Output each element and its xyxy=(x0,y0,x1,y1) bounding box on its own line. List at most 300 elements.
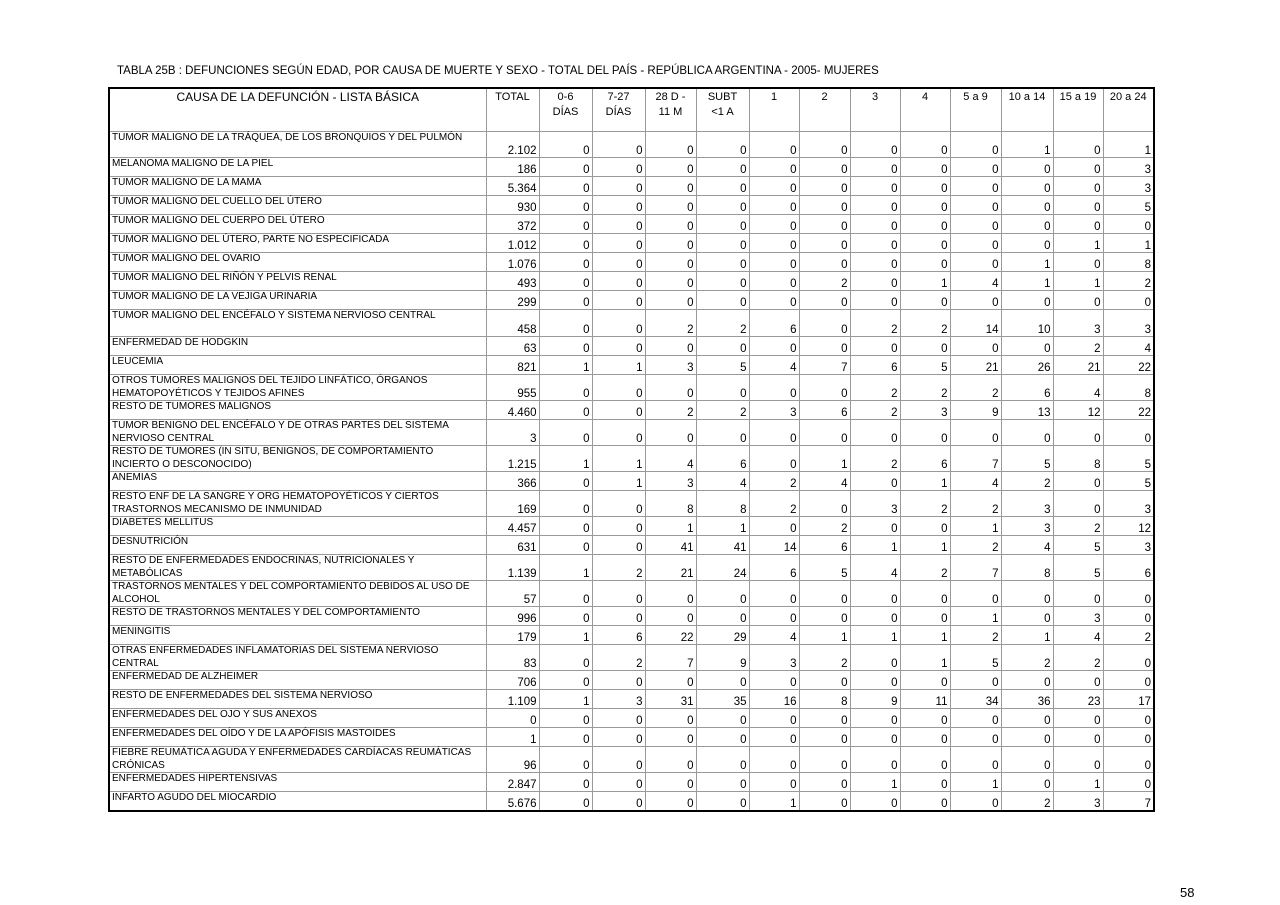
table-row xyxy=(109,234,1154,253)
value-cell: 0 xyxy=(799,310,850,337)
value-cell: 0 xyxy=(1001,158,1053,177)
value-cell: 2.847 xyxy=(486,773,539,792)
value-cell: 0 xyxy=(539,132,592,158)
value-cell: 8 xyxy=(696,491,749,517)
value-cell: 22 xyxy=(1103,356,1154,375)
value-cell: 0 xyxy=(592,215,645,234)
value-cell: 0 xyxy=(592,581,645,607)
cause-cell: TUMOR MALIGNO DE LA MAMA xyxy=(109,177,486,196)
table-row xyxy=(109,792,1154,811)
value-cell: 1 xyxy=(900,626,950,645)
cause-cell: MENINGITIS xyxy=(109,626,486,645)
cause-cell: DIABETES MELLITUS xyxy=(109,517,486,536)
value-cell: 0 xyxy=(539,747,592,773)
cause-cell: ENFERMEDAD DE ALZHEIMER xyxy=(109,671,486,690)
value-cell: 2 xyxy=(950,491,1001,517)
value-cell: 0 xyxy=(1053,581,1103,607)
value-cell: 1.076 xyxy=(486,253,539,272)
value-cell: 1 xyxy=(799,626,850,645)
value-cell: 5.364 xyxy=(486,177,539,196)
value-cell: 1 xyxy=(900,472,950,491)
table-title: TABLA 25B : DEFUNCIONES SEGÚN EDAD, POR CAUSA DE MUERTE Y SEXO - TOTAL DEL PAÍS - REPÚBLICA ARGENTINA - 2005- MUJERES xyxy=(117,65,879,77)
value-cell: 0 xyxy=(950,337,1001,356)
value-cell: 0 xyxy=(539,709,592,728)
value-cell: 1 xyxy=(749,792,799,811)
value-cell: 0 xyxy=(539,792,592,811)
value-cell: 0 xyxy=(592,671,645,690)
value-cell: 0 xyxy=(1001,747,1053,773)
table-row xyxy=(109,773,1154,792)
value-cell: 3 xyxy=(1001,491,1053,517)
value-cell: 0 xyxy=(900,196,950,215)
header-cell: SUBT <1 A xyxy=(696,88,749,132)
header-cell: 1 xyxy=(749,88,799,132)
value-cell: 2 xyxy=(799,272,850,291)
table-row xyxy=(109,671,1154,690)
value-cell: 3 xyxy=(850,491,900,517)
value-cell: 0 xyxy=(645,728,696,747)
header-cell: 20 a 24 xyxy=(1103,88,1154,132)
value-cell: 2 xyxy=(1053,337,1103,356)
value-cell: 0 xyxy=(799,375,850,401)
value-cell: 1 xyxy=(539,446,592,472)
value-cell: 0 xyxy=(749,747,799,773)
value-cell: 1 xyxy=(539,356,592,375)
value-cell: 0 xyxy=(645,158,696,177)
value-cell: 0 xyxy=(645,291,696,310)
cause-cell: ENFERMEDADES HIPERTENSIVAS xyxy=(109,773,486,792)
value-cell: 0 xyxy=(900,671,950,690)
table-row xyxy=(109,491,1154,517)
table-body xyxy=(109,132,1154,811)
value-cell: 6 xyxy=(799,536,850,555)
value-cell: 0 xyxy=(645,375,696,401)
value-cell: 2 xyxy=(1001,792,1053,811)
value-cell: 0 xyxy=(645,253,696,272)
value-cell: 0 xyxy=(799,581,850,607)
value-cell: 7 xyxy=(799,356,850,375)
value-cell: 3 xyxy=(900,401,950,420)
value-cell: 0 xyxy=(645,196,696,215)
cause-cell: OTROS TUMORES MALIGNOS DEL TEJIDO LINFÁTICO, ÓRGANOS HEMATOPOYÉTICOS Y TEJIDOS AFINES xyxy=(109,375,486,401)
value-cell: 0 xyxy=(645,234,696,253)
value-cell: 21 xyxy=(950,356,1001,375)
value-cell: 0 xyxy=(799,671,850,690)
value-cell: 14 xyxy=(950,310,1001,337)
value-cell: 0 xyxy=(539,536,592,555)
value-cell: 3 xyxy=(486,420,539,446)
table-row xyxy=(109,517,1154,536)
value-cell: 0 xyxy=(950,728,1001,747)
cause-cell: TUMOR MALIGNO DEL ENCÉFALO Y SISTEMA NERVIOSO CENTRAL xyxy=(109,310,486,337)
value-cell: 0 xyxy=(1001,177,1053,196)
value-cell: 366 xyxy=(486,472,539,491)
value-cell: 2 xyxy=(749,472,799,491)
value-cell: 0 xyxy=(749,446,799,472)
value-cell: 21 xyxy=(645,555,696,581)
value-cell: 0 xyxy=(645,337,696,356)
value-cell: 0 xyxy=(696,291,749,310)
value-cell: 0 xyxy=(696,253,749,272)
header-cell: 10 a 14 xyxy=(1001,88,1053,132)
value-cell: 0 xyxy=(950,177,1001,196)
table-row xyxy=(109,401,1154,420)
value-cell: 1 xyxy=(1001,626,1053,645)
value-cell: 0 xyxy=(592,536,645,555)
value-cell: 0 xyxy=(1103,645,1154,671)
value-cell: 1 xyxy=(950,607,1001,626)
value-cell: 2 xyxy=(592,645,645,671)
value-cell: 0 xyxy=(696,234,749,253)
value-cell: 0 xyxy=(900,420,950,446)
value-cell: 0 xyxy=(1053,728,1103,747)
value-cell: 0 xyxy=(900,253,950,272)
value-cell: 1.139 xyxy=(486,555,539,581)
value-cell: 0 xyxy=(539,291,592,310)
value-cell: 2 xyxy=(900,491,950,517)
value-cell: 996 xyxy=(486,607,539,626)
value-cell: 0 xyxy=(1001,607,1053,626)
value-cell: 0 xyxy=(850,645,900,671)
value-cell: 0 xyxy=(799,196,850,215)
value-cell: 0 xyxy=(799,158,850,177)
value-cell: 0 xyxy=(900,215,950,234)
value-cell: 0 xyxy=(592,607,645,626)
table-row xyxy=(109,215,1154,234)
value-cell: 0 xyxy=(1103,747,1154,773)
header-cell: 0-6 DÍAS xyxy=(539,88,592,132)
value-cell: 0 xyxy=(749,196,799,215)
value-cell: 0 xyxy=(900,607,950,626)
header-cell: 15 a 19 xyxy=(1053,88,1103,132)
value-cell: 1 xyxy=(1053,234,1103,253)
value-cell: 0 xyxy=(1053,709,1103,728)
value-cell: 0 xyxy=(592,272,645,291)
value-cell: 0 xyxy=(592,491,645,517)
value-cell: 0 xyxy=(950,792,1001,811)
value-cell: 12 xyxy=(1053,401,1103,420)
value-cell: 0 xyxy=(799,773,850,792)
value-cell: 1 xyxy=(799,446,850,472)
value-cell: 0 xyxy=(539,420,592,446)
value-cell: 5.676 xyxy=(486,792,539,811)
value-cell: 6 xyxy=(592,626,645,645)
value-cell: 1 xyxy=(539,626,592,645)
value-cell: 3 xyxy=(1053,607,1103,626)
cause-cell: ENFERMEDAD DE HODGKIN xyxy=(109,337,486,356)
value-cell: 0 xyxy=(850,420,900,446)
value-cell: 1.012 xyxy=(486,234,539,253)
value-cell: 24 xyxy=(696,555,749,581)
value-cell: 0 xyxy=(1103,773,1154,792)
table-row xyxy=(109,472,1154,491)
value-cell: 0 xyxy=(900,291,950,310)
value-cell: 0 xyxy=(900,517,950,536)
value-cell: 10 xyxy=(1001,310,1053,337)
value-cell: 5 xyxy=(1103,446,1154,472)
value-cell: 6 xyxy=(696,446,749,472)
value-cell: 0 xyxy=(799,792,850,811)
value-cell: 0 xyxy=(1001,671,1053,690)
value-cell: 3 xyxy=(1103,158,1154,177)
value-cell: 0 xyxy=(749,671,799,690)
value-cell: 0 xyxy=(850,177,900,196)
value-cell: 0 xyxy=(850,472,900,491)
value-cell: 1 xyxy=(1103,132,1154,158)
value-cell: 0 xyxy=(539,253,592,272)
value-cell: 0 xyxy=(850,272,900,291)
value-cell: 2 xyxy=(950,375,1001,401)
value-cell: 299 xyxy=(486,291,539,310)
cause-cell: ANEMIAS xyxy=(109,472,486,491)
table-row xyxy=(109,709,1154,728)
value-cell: 2 xyxy=(645,401,696,420)
value-cell: 7 xyxy=(645,645,696,671)
value-cell: 0 xyxy=(1001,420,1053,446)
value-cell: 8 xyxy=(1053,446,1103,472)
value-cell: 0 xyxy=(749,132,799,158)
header-cell: 4 xyxy=(900,88,950,132)
value-cell: 0 xyxy=(1001,728,1053,747)
value-cell: 0 xyxy=(749,253,799,272)
value-cell: 21 xyxy=(1053,356,1103,375)
value-cell: 0 xyxy=(850,234,900,253)
value-cell: 0 xyxy=(645,177,696,196)
value-cell: 5 xyxy=(1053,536,1103,555)
value-cell: 0 xyxy=(645,671,696,690)
value-cell: 9 xyxy=(950,401,1001,420)
value-cell: 0 xyxy=(539,472,592,491)
value-cell: 0 xyxy=(900,132,950,158)
cause-cell: TUMOR MALIGNO DEL CUERPO DEL ÚTERO xyxy=(109,215,486,234)
table-row xyxy=(109,132,1154,158)
value-cell: 7 xyxy=(950,555,1001,581)
table-row xyxy=(109,536,1154,555)
value-cell: 5 xyxy=(900,356,950,375)
value-cell: 0 xyxy=(1103,291,1154,310)
value-cell: 0 xyxy=(799,420,850,446)
value-cell: 0 xyxy=(950,747,1001,773)
value-cell: 458 xyxy=(486,310,539,337)
value-cell: 1 xyxy=(850,536,900,555)
value-cell: 1 xyxy=(900,272,950,291)
value-cell: 2 xyxy=(1103,626,1154,645)
value-cell: 0 xyxy=(645,272,696,291)
value-cell: 0 xyxy=(799,215,850,234)
value-cell: 8 xyxy=(1103,375,1154,401)
value-cell: 3 xyxy=(1103,177,1154,196)
value-cell: 169 xyxy=(486,491,539,517)
cause-cell: RESTO DE ENFERMEDADES DEL SISTEMA NERVIOSO xyxy=(109,690,486,709)
value-cell: 0 xyxy=(1001,337,1053,356)
value-cell: 6 xyxy=(900,446,950,472)
value-cell: 9 xyxy=(696,645,749,671)
value-cell: 0 xyxy=(749,337,799,356)
value-cell: 26 xyxy=(1001,356,1053,375)
table-row xyxy=(109,446,1154,472)
value-cell: 0 xyxy=(900,773,950,792)
value-cell: 0 xyxy=(645,709,696,728)
value-cell: 1 xyxy=(486,728,539,747)
value-cell: 0 xyxy=(1103,671,1154,690)
value-cell: 0 xyxy=(749,234,799,253)
value-cell: 0 xyxy=(749,517,799,536)
value-cell: 0 xyxy=(592,375,645,401)
value-cell: 23 xyxy=(1053,690,1103,709)
value-cell: 2 xyxy=(1103,272,1154,291)
value-cell: 0 xyxy=(645,215,696,234)
value-cell: 179 xyxy=(486,626,539,645)
value-cell: 0 xyxy=(850,132,900,158)
value-cell: 1 xyxy=(592,356,645,375)
value-cell: 0 xyxy=(696,272,749,291)
value-cell: 0 xyxy=(1053,177,1103,196)
value-cell: 1 xyxy=(539,555,592,581)
value-cell: 0 xyxy=(645,581,696,607)
value-cell: 0 xyxy=(696,709,749,728)
value-cell: 0 xyxy=(592,310,645,337)
value-cell: 1 xyxy=(592,446,645,472)
value-cell: 0 xyxy=(950,253,1001,272)
value-cell: 6 xyxy=(799,401,850,420)
value-cell: 0 xyxy=(850,728,900,747)
value-cell: 2 xyxy=(950,626,1001,645)
value-cell: 706 xyxy=(486,671,539,690)
value-cell: 0 xyxy=(696,375,749,401)
value-cell: 0 xyxy=(850,792,900,811)
value-cell: 12 xyxy=(1103,517,1154,536)
cause-cell: ENFERMEDADES DEL OJO Y SUS ANEXOS xyxy=(109,709,486,728)
value-cell: 0 xyxy=(850,671,900,690)
page-number: 58 xyxy=(1180,885,1195,900)
value-cell: 0 xyxy=(799,337,850,356)
value-cell: 0 xyxy=(799,291,850,310)
value-cell: 0 xyxy=(950,671,1001,690)
value-cell: 1 xyxy=(1053,272,1103,291)
value-cell: 8 xyxy=(1001,555,1053,581)
value-cell: 0 xyxy=(900,158,950,177)
value-cell: 0 xyxy=(592,773,645,792)
value-cell: 96 xyxy=(486,747,539,773)
table-row xyxy=(109,375,1154,401)
value-cell: 0 xyxy=(592,517,645,536)
value-cell: 7 xyxy=(1103,792,1154,811)
value-cell: 0 xyxy=(645,607,696,626)
value-cell: 0 xyxy=(592,196,645,215)
value-cell: 5 xyxy=(696,356,749,375)
value-cell: 2 xyxy=(645,310,696,337)
value-cell: 0 xyxy=(850,158,900,177)
header-cause: CAUSA DE LA DEFUNCIÓN - LISTA BÁSICA xyxy=(109,88,486,132)
value-cell: 83 xyxy=(486,645,539,671)
cause-cell: TUMOR MALIGNO DEL CUELLO DEL ÚTERO xyxy=(109,196,486,215)
value-cell: 0 xyxy=(696,773,749,792)
value-cell: 0 xyxy=(539,401,592,420)
value-cell: 0 xyxy=(1103,420,1154,446)
value-cell: 0 xyxy=(749,215,799,234)
value-cell: 0 xyxy=(1053,291,1103,310)
value-cell: 0 xyxy=(645,747,696,773)
value-cell: 3 xyxy=(592,690,645,709)
value-cell: 0 xyxy=(539,773,592,792)
value-cell: 2.102 xyxy=(486,132,539,158)
table-row xyxy=(109,291,1154,310)
value-cell: 0 xyxy=(950,234,1001,253)
value-cell: 1 xyxy=(696,517,749,536)
value-cell: 2 xyxy=(799,645,850,671)
value-cell: 2 xyxy=(900,555,950,581)
value-cell: 0 xyxy=(850,337,900,356)
value-cell: 11 xyxy=(900,690,950,709)
cause-cell: ENFERMEDADES DEL OÍDO Y DE LA APÓFISIS MASTOIDES xyxy=(109,728,486,747)
value-cell: 0 xyxy=(539,310,592,337)
value-cell: 0 xyxy=(592,158,645,177)
value-cell: 0 xyxy=(900,581,950,607)
value-cell: 0 xyxy=(539,215,592,234)
value-cell: 35 xyxy=(696,690,749,709)
value-cell: 0 xyxy=(850,253,900,272)
value-cell: 0 xyxy=(950,196,1001,215)
value-cell: 3 xyxy=(1103,491,1154,517)
value-cell: 0 xyxy=(696,792,749,811)
value-cell: 4 xyxy=(950,272,1001,291)
value-cell: 8 xyxy=(1103,253,1154,272)
value-cell: 0 xyxy=(950,132,1001,158)
table-row xyxy=(109,690,1154,709)
cause-cell: RESTO DE TRASTORNOS MENTALES Y DEL COMPORTAMIENTO xyxy=(109,607,486,626)
value-cell: 1 xyxy=(850,626,900,645)
cause-cell: RESTO ENF DE LA SANGRE Y ORG HEMATOPOYÉTICOS Y CIERTOS TRASTORNOS MECANISMO DE INMUNIDAD xyxy=(109,491,486,517)
value-cell: 0 xyxy=(749,420,799,446)
value-cell: 0 xyxy=(1001,581,1053,607)
table-row xyxy=(109,555,1154,581)
value-cell: 4.460 xyxy=(486,401,539,420)
value-cell: 0 xyxy=(696,132,749,158)
cause-cell: TRASTORNOS MENTALES Y DEL COMPORTAMIENTO DEBIDOS AL USO DE ALCOHOL xyxy=(109,581,486,607)
value-cell: 0 xyxy=(799,177,850,196)
value-cell: 0 xyxy=(799,607,850,626)
value-cell: 0 xyxy=(1001,196,1053,215)
value-cell: 2 xyxy=(592,555,645,581)
value-cell: 1 xyxy=(900,645,950,671)
value-cell: 0 xyxy=(850,517,900,536)
value-cell: 0 xyxy=(539,728,592,747)
value-cell: 0 xyxy=(850,747,900,773)
cause-cell: FIEBRE REUMÁTICA AGUDA Y ENFERMEDADES CARDÍACAS REUMÁTICAS CRÓNICAS xyxy=(109,747,486,773)
value-cell: 0 xyxy=(749,291,799,310)
header-cell: 3 xyxy=(850,88,900,132)
value-cell: 0 xyxy=(1001,215,1053,234)
value-cell: 3 xyxy=(749,401,799,420)
value-cell: 1.109 xyxy=(486,690,539,709)
value-cell: 0 xyxy=(539,337,592,356)
table-row xyxy=(109,253,1154,272)
value-cell: 2 xyxy=(950,536,1001,555)
value-cell: 0 xyxy=(696,337,749,356)
value-cell: 0 xyxy=(539,375,592,401)
value-cell: 3 xyxy=(1103,536,1154,555)
value-cell: 0 xyxy=(950,709,1001,728)
value-cell: 0 xyxy=(1053,158,1103,177)
value-cell: 0 xyxy=(1053,671,1103,690)
value-cell: 29 xyxy=(696,626,749,645)
table-row xyxy=(109,177,1154,196)
value-cell: 0 xyxy=(1001,291,1053,310)
value-cell: 0 xyxy=(696,607,749,626)
value-cell: 0 xyxy=(799,132,850,158)
value-cell: 2 xyxy=(1001,472,1053,491)
value-cell: 372 xyxy=(486,215,539,234)
